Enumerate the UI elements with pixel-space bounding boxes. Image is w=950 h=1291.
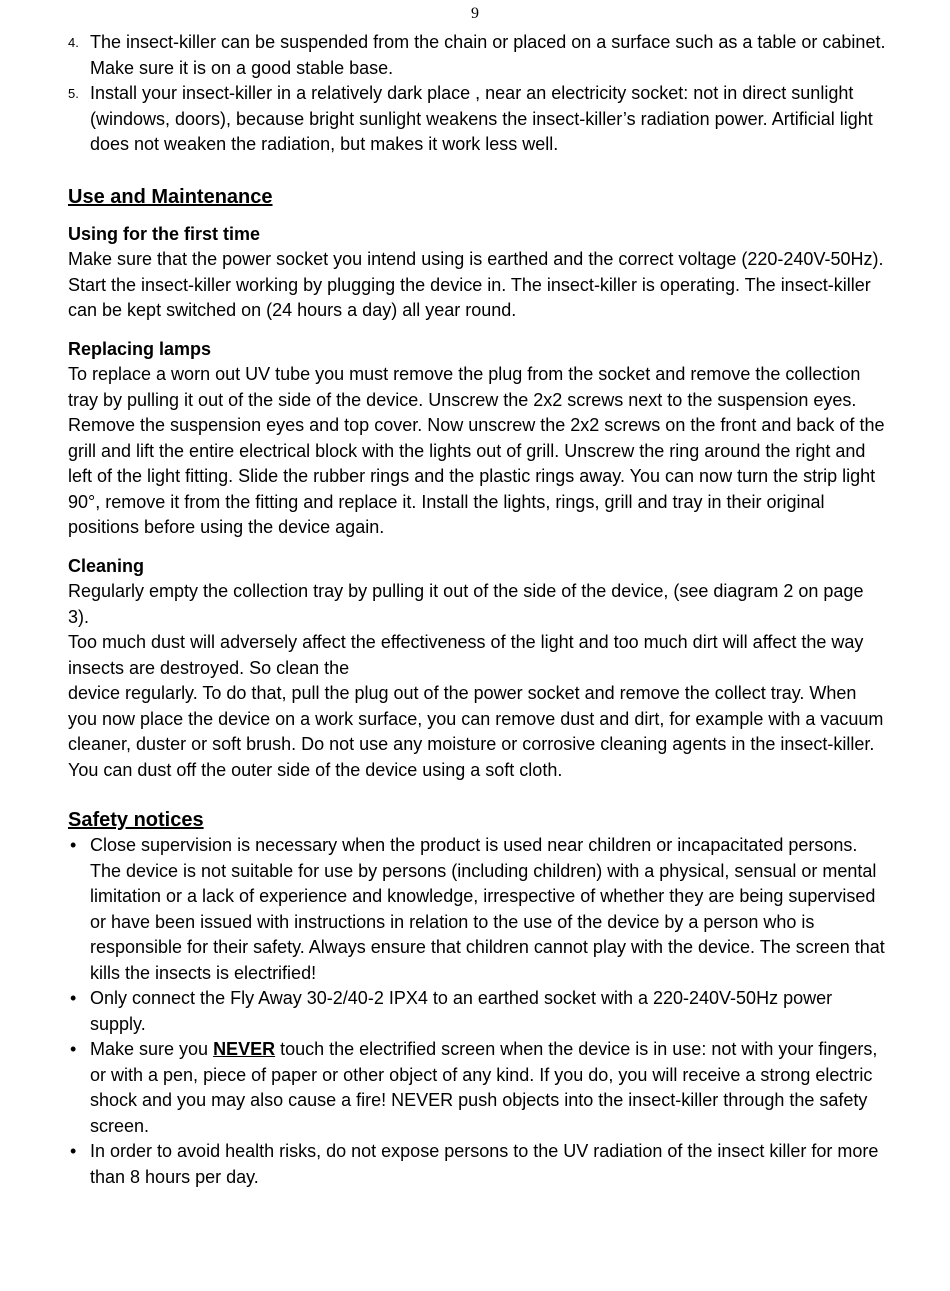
list-item-number: 5. xyxy=(68,86,79,101)
subheading-cleaning: Cleaning xyxy=(68,555,145,576)
page-content xyxy=(68,30,888,1190)
section-heading-use-maintenance: Use and Maintenance xyxy=(68,185,273,208)
paragraph-cleaning-2: Too much dust will adversely affect the effectiveness of the light and too much dirt will affect the way insects are destroyed. So clean the xyxy=(68,632,864,678)
bullet-icon: • xyxy=(70,835,77,855)
safety-item xyxy=(68,986,888,1037)
list-item xyxy=(68,30,888,81)
bullet-icon: • xyxy=(70,1039,77,1059)
never-emphasis: NEVER xyxy=(213,1039,276,1059)
safety-item xyxy=(68,1037,888,1139)
section-heading-safety: Safety notices xyxy=(68,809,204,831)
page-number: 9 xyxy=(471,5,479,22)
paragraph-replacing-lamps: To replace a worn out UV tube you must remove the plug from the socket and remove the collection tray by pulling it out of the side of the device. Unscrew the 2x2 screws next to the suspension eyes. Remove the suspension eyes and top cover. Now unscrew the 2x2 screws on the front and back of the grill and lift the entire electrical block with the lights out of grill. Unscrew the ring around the right and left of the light fitting. Slide the rubber rings and the plastic rings away. You can now turn the strip light 90°, remove it from the fitting and replace it. Install the lights, rings, grill and tray in their original positions before using the device again. xyxy=(68,364,885,537)
list-item-text: Install your insect-killer in a relatively dark place , near an electricity socket: not in direct sunlight (windows, doors), because bright sunlight weakens the insect-killer’s radiation power. Artificial light does not weaken the radiation, but makes it work less well. xyxy=(90,83,873,154)
installation-list xyxy=(68,30,888,158)
safety-list xyxy=(68,833,888,1190)
paragraph-cleaning-4: You can dust off the outer side of the device using a soft cloth. xyxy=(68,759,563,780)
paragraph-cleaning-1: Regularly empty the collection tray by pulling it out of the side of the device, (see diagram 2 on page 3). xyxy=(68,581,864,627)
list-item-number: 4. xyxy=(68,35,79,50)
safety-item-text: Only connect the Fly Away 30-2/40-2 IPX4 to an earthed socket with a 220-240V-50Hz power supply. xyxy=(90,988,833,1034)
safety-item-text: Close supervision is necessary when the product is used near children or incapacitated persons. The device is not suitable for use by persons (including children) with a physical, sensual or mental limitation or a lack of experience and knowledge, irrespective of whether they are being supervised or have been issued with instructions in relation to the use of the device by a person who is responsible for their safety. Always ensure that children cannot play with the device. The screen that kills the insects is electrified! xyxy=(90,835,885,983)
bullet-icon: • xyxy=(70,1141,77,1161)
safety-item xyxy=(68,833,888,986)
safety-item-text-before: Make sure you xyxy=(90,1039,214,1059)
subheading-first-time: Using for the first time xyxy=(68,223,261,244)
safety-item xyxy=(68,1139,888,1190)
safety-item-text: In order to avoid health risks, do not expose persons to the UV radiation of the insect killer for more than 8 hours per day. xyxy=(90,1141,879,1187)
paragraph-first-time: Make sure that the power socket you intend using is earthed and the correct voltage (220-240V-50Hz). Start the insect-killer working by plugging the device in. The insect-killer is operating. The insect-killer can be kept switched on (24 hours a day) all year round. xyxy=(68,249,884,320)
list-item-text: The insect-killer can be suspended from the chain or placed on a surface such as a table or cabinet. Make sure it is on a good stable base. xyxy=(90,32,886,78)
paragraph-cleaning-3: device regularly. To do that, pull the plug out of the power socket and remove the collect tray. When you now place the device on a work surface, you can remove dust and dirt, for example with a vacuum cleaner, duster or soft brush. Do not use any moisture or corrosive cleaning agents in the insect-killer. xyxy=(68,683,884,754)
list-item xyxy=(68,81,888,158)
bullet-icon: • xyxy=(70,988,77,1008)
subheading-replacing-lamps: Replacing lamps xyxy=(68,338,212,359)
safety-item-text-after: touch the electrified screen when the device is in use: not with your fingers, or with a pen, piece of paper or other object of any kind. If you do, you will receive a strong electric shock and you may also cause a fire! NEVER push objects into the insect-killer through the safety screen. xyxy=(90,1039,878,1136)
